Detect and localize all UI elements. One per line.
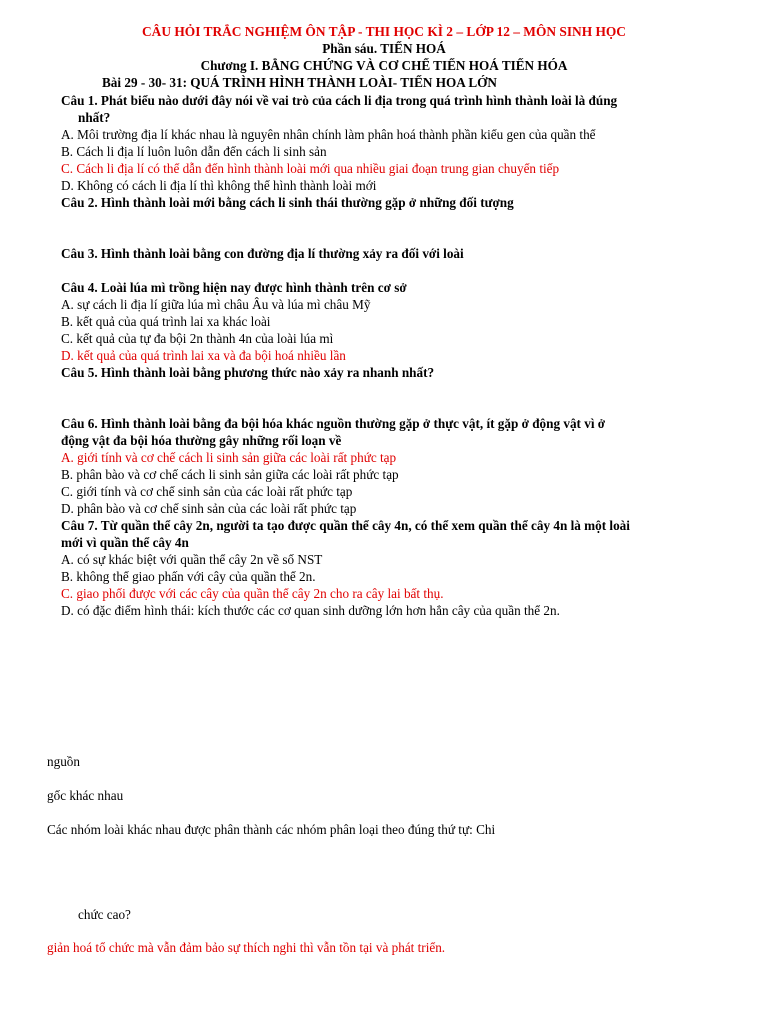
q9-extra-note: Các nhóm loài khác nhau được phân thành các nhóm phân loại theo đúng thứ tự: Chi <box>47 822 496 837</box>
q1-option-c-answer: C. Cách li địa lí có thể dẫn đến hình thành loài mới qua nhiều giai đoạn trung gian chuyển tiếp <box>61 161 560 176</box>
q4-option-b: B. kết quả của quá trình lai xa khác loài <box>61 314 271 329</box>
q4-option-c: C. kết quả của tự đa bội 2n thành 4n của loài lúa mì <box>61 331 334 346</box>
q6-option-a-answer: A. giới tính và cơ chế cách li sinh sản giữa các loài rất phức tạp <box>61 450 397 465</box>
q7-option-a: A. có sự khác biệt với quần thể cây 2n về số NST <box>61 552 323 567</box>
q2-stem: Câu 2. Hình thành loài mới bằng cách li sinh thái thường gặp ở những đối tượng <box>61 195 514 210</box>
q7-stem: Câu 7. Từ quần thể cây 2n, người ta tạo được quần thể cây 4n, có thể xem quần thể cây 4n là một loài <box>61 518 630 533</box>
q6-stem: Câu 6. Hình thành loài bằng đa bội hóa khác nguồn thường gặp ở thực vật, ít gặp ở động vật vì ở <box>61 416 606 431</box>
q1-option-b: B. Cách li địa lí luôn luôn dẫn đến cách li sinh sản <box>61 144 327 159</box>
q11-option-a-cont: giản hoá tổ chức mà vẫn đảm bảo sự thích nghi thì vẫn tồn tại và phát triển. <box>47 940 446 955</box>
q7-stem-cont: mới vì quần thể cây 4n <box>61 535 189 550</box>
q6-option-d: D. phân bào và cơ chế sinh sản của các loài rất phức tạp <box>61 501 357 516</box>
q9-option-b-cont: nguồn <box>47 754 80 769</box>
q5-stem: Câu 5. Hình thành loài bằng phương thức nào xảy ra nhanh nhất? <box>61 365 435 380</box>
q6-option-b: B. phân bào và cơ chế cách li sinh sản giữa các loài rất phức tạp <box>61 467 399 482</box>
q11-stem-cont: chức cao? <box>78 907 131 922</box>
q1-option-d: D. Không có cách li địa lí thì không thể hình thành loài mới <box>61 178 377 193</box>
q1-option-a: A. Môi trường địa lí khác nhau là nguyên nhân chính làm phân hoá thành phần kiểu gen của quần thể <box>61 127 596 142</box>
q1-stem-cont: nhất? <box>78 110 111 125</box>
q6-stem-cont: động vật đa bội hóa thường gây những rối loạn về <box>61 433 342 448</box>
chapter-heading: Chương I. BẰNG CHỨNG VÀ CƠ CHẾ TIẾN HOÁ TIẾN HÓA <box>200 58 568 73</box>
q4-option-d-answer: D. kết quả của quá trình lai xa và đa bội hoá nhiều lần <box>61 348 346 363</box>
q1-stem: Câu 1. Phát biểu nào dưới đây nói về vai trò của cách li địa trong quá trình hình thành loài là đúng <box>61 93 618 108</box>
q6-option-c: C. giới tính và cơ chế sinh sản của các loài rất phức tạp <box>61 484 353 499</box>
q4-option-a: A. sự cách li địa lí giữa lúa mì châu Âu và lúa mì châu Mỹ <box>61 297 371 312</box>
q7-option-d: D. có đặc điểm hình thái: kích thước các cơ quan sinh dưỡng lớn hơn hẳn cây của quần thể 2n. <box>61 603 560 618</box>
part-heading: Phần sáu. TIẾN HOÁ <box>322 41 446 56</box>
q9-option-c-cont: gốc khác nhau <box>47 788 124 803</box>
q7-option-c-answer: C. giao phối được với các cây của quần thể cây 2n cho ra cây lai bất thụ. <box>61 586 444 601</box>
lesson-heading: Bài 29 - 30- 31: QUÁ TRÌNH HÌNH THÀNH LOÀI- TIẾN HOA LỚN <box>102 75 497 90</box>
q7-option-b: B. không thể giao phấn với cây của quần thể 2n. <box>61 569 316 584</box>
q3-stem: Câu 3. Hình thành loài bằng con đường địa lí thường xảy ra đối với loài <box>61 246 464 261</box>
document-title: CÂU HỎI TRẮC NGHIỆM ÔN TẬP - THI HỌC KÌ 2 – LỚP 12 – MÔN SINH HỌC <box>142 24 626 39</box>
q4-stem: Câu 4. Loài lúa mì trồng hiện nay được hình thành trên cơ sở <box>61 280 407 295</box>
